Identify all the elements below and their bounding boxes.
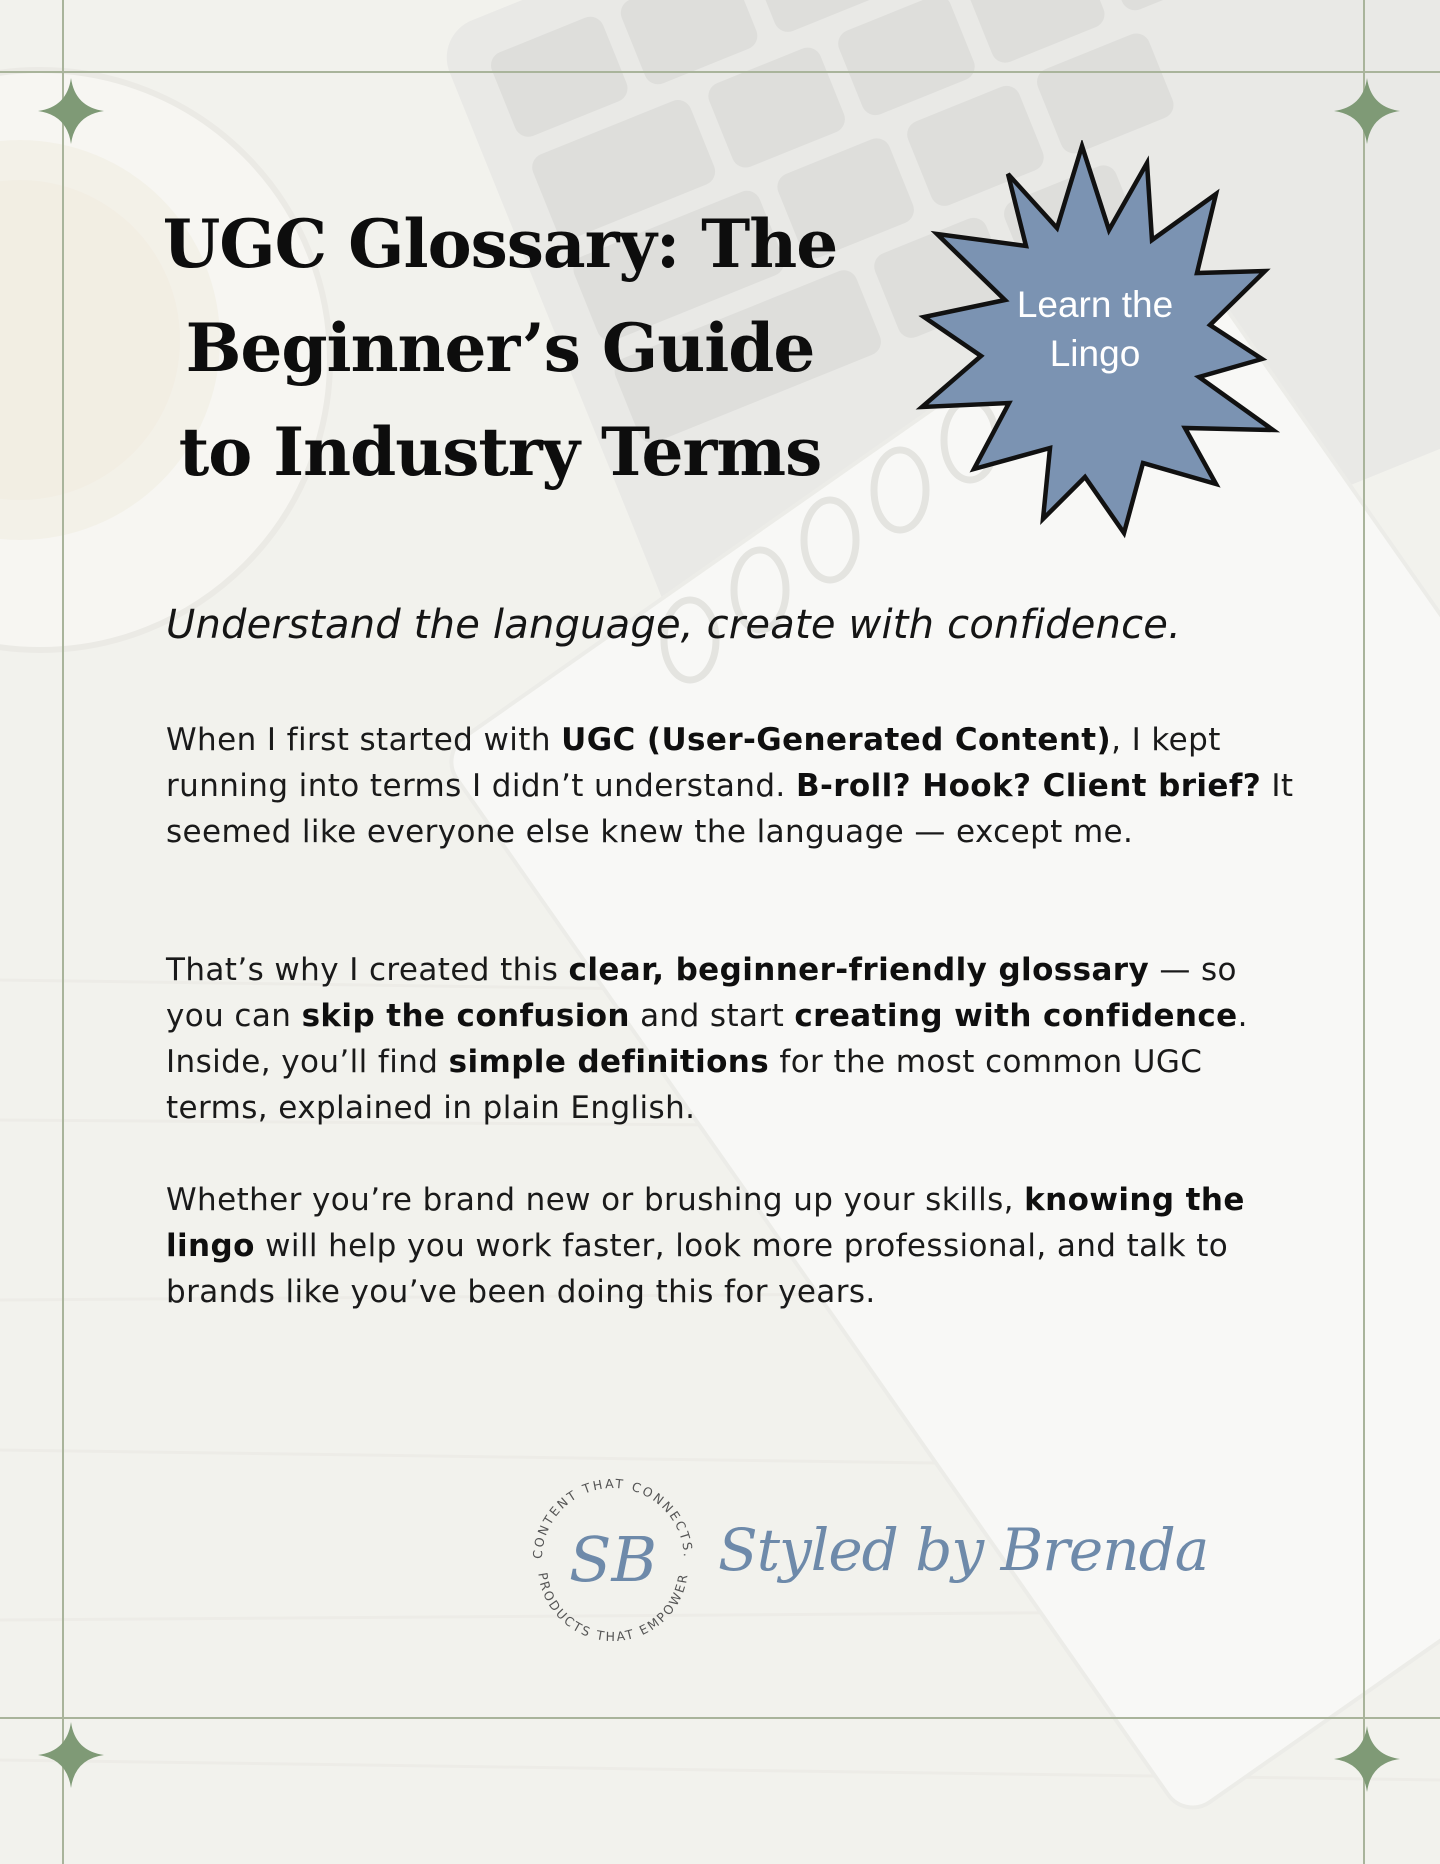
purpose-paragraph (166, 947, 1296, 1131)
sparkle-icon (36, 1720, 106, 1790)
paragraph-text: . Inside, you’ll find (166, 998, 1248, 1080)
brand-seal-logo (520, 1466, 706, 1652)
badge-line: Lingo (1049, 333, 1141, 374)
title-line: Beginner’s Guide (185, 309, 815, 387)
badge-line: Learn the (1016, 284, 1174, 325)
sparkle-icon (1332, 1724, 1402, 1794)
intro-paragraph (166, 717, 1296, 855)
paragraph-emphasis: UGC (User-Generated Content) (561, 722, 1112, 758)
paragraph-text: , I kept running into terms I didn’t understand. (166, 722, 1221, 804)
seal-ring-bottom: PRODUCTS THAT EMPOWER (535, 1571, 691, 1645)
paragraph-text: for the most common UGC terms, explained in plain English. (166, 1044, 1203, 1126)
brand-wordmark: Styled by Brenda (718, 1516, 1209, 1584)
badge-label (990, 280, 1200, 378)
paragraph-text: will help you work faster, look more professional, and talk to brands like you’ve been doing this for years. (166, 1228, 1229, 1310)
paragraph-text: — so you can (166, 952, 1237, 1034)
tagline: Understand the language, create with confidence. (166, 602, 1182, 648)
seal-ring-top: CONTENT THAT CONNECTS. (529, 1475, 697, 1560)
frame-line-right (1363, 0, 1365, 1864)
seal-monogram: SB (568, 1523, 658, 1596)
frame-line-top (0, 71, 1440, 73)
starburst-badge (910, 140, 1280, 540)
paragraph-text: That’s why I created this (166, 952, 569, 988)
paragraph-emphasis: clear, beginner-friendly glossary (568, 952, 1150, 988)
frame-line-left (62, 0, 64, 1864)
closing-paragraph (166, 1177, 1296, 1315)
paragraph-text: and start (629, 998, 795, 1034)
paragraph-emphasis: skip the confusion (301, 998, 630, 1034)
paragraph-emphasis: knowing the lingo (166, 1182, 1245, 1264)
sparkle-icon (1332, 76, 1402, 146)
paragraph-emphasis: simple definitions (448, 1044, 770, 1080)
paragraph-emphasis: B-roll? Hook? Client brief? (795, 768, 1262, 804)
sparkle-icon (36, 76, 106, 146)
paragraph-text: Whether you’re brand new or brushing up your skills, (166, 1182, 1025, 1218)
paragraph-text: When I first started with (166, 722, 562, 758)
paragraph-text: It seemed like everyone else knew the language — except me. (166, 768, 1294, 850)
title-line: to Industry Terms (178, 413, 822, 491)
title-line: UGC Glossary: The (162, 205, 838, 283)
paragraph-emphasis: creating with confidence (794, 998, 1238, 1034)
frame-line-bottom (0, 1717, 1440, 1719)
page-title (150, 192, 850, 504)
